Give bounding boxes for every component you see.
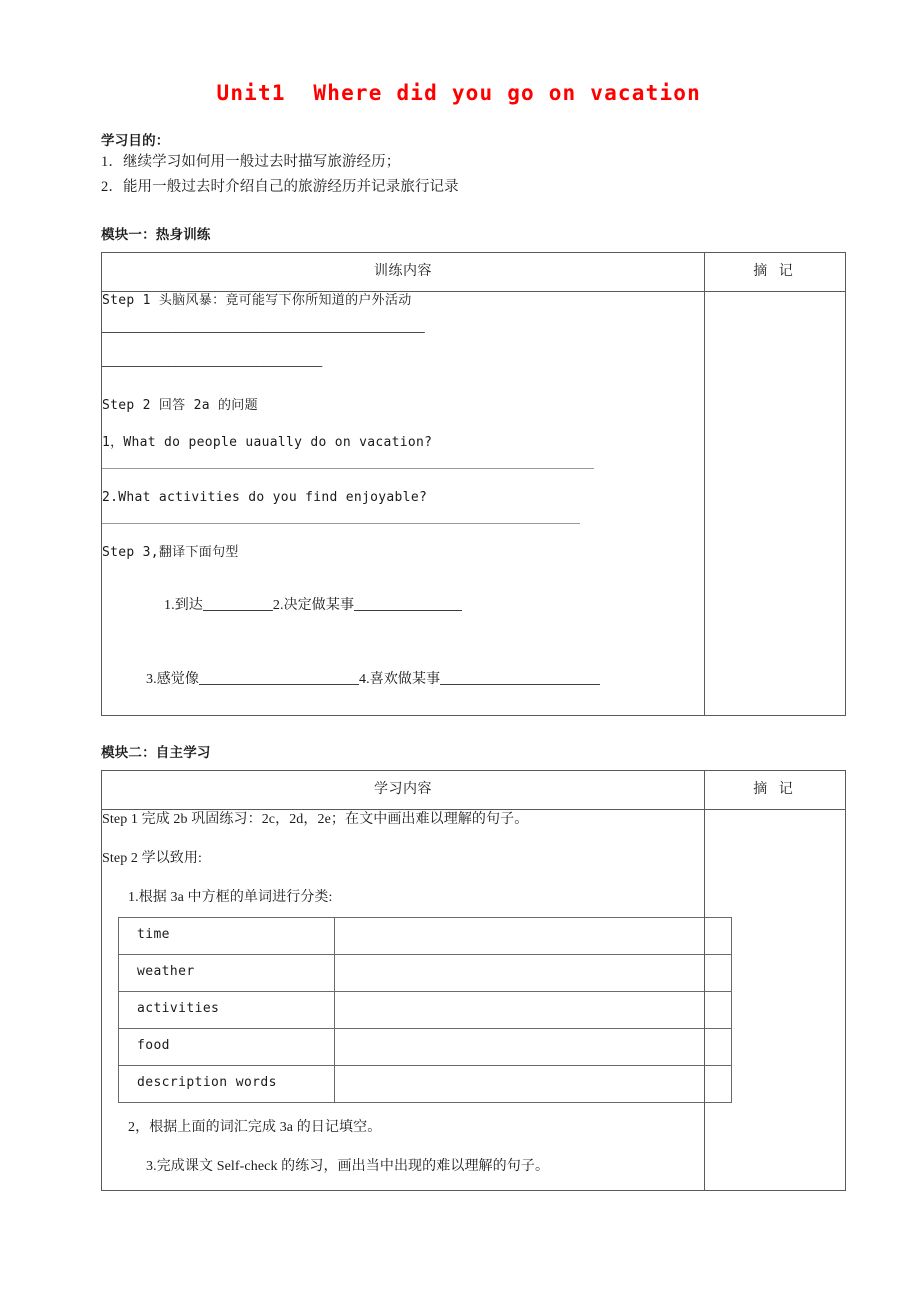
translation-label: 喜欢做某事: [369, 672, 441, 688]
word-classification-table: [118, 917, 732, 1103]
objective-item: 2．能用一般过去时介绍自己的旅游经历并记录旅行记录: [101, 178, 459, 195]
spacer: [102, 567, 704, 576]
translation-number: 3.: [146, 672, 157, 688]
table-header-row: [102, 253, 846, 292]
module-two-notes-cell[interactable]: [705, 809, 846, 1190]
table-row: [119, 1028, 732, 1065]
step1-rule-short: ——————————————————————————————: [102, 358, 322, 374]
category-answer-cell[interactable]: [335, 917, 732, 954]
step2-question-2: 2.What activities do you find enjoyable?: [102, 490, 428, 506]
table-row: [119, 1065, 732, 1102]
spacer: [102, 377, 704, 397]
spacer: [102, 873, 704, 888]
module-two-task-1: 1.根据 3a 中方框的单词进行分类:: [128, 890, 333, 906]
spacer: [102, 469, 704, 489]
step3-translation-row: [102, 650, 704, 711]
category-answer-cell[interactable]: [335, 1028, 732, 1065]
translation-number: 2.: [272, 598, 284, 614]
translation-number: 4.: [359, 672, 370, 688]
translation-blank[interactable]: [440, 684, 600, 685]
column-header-notes: 摘 记: [705, 253, 846, 292]
step2-text: Step 2 回答 2a 的问题: [102, 397, 258, 413]
spacer: [102, 524, 704, 544]
table-row: [102, 809, 846, 1190]
module-two-content-cell: [102, 809, 705, 1190]
page-title: Unit1 Where did you go on vacation: [216, 81, 701, 105]
translation-label: 决定做某事: [283, 598, 355, 614]
module-two-step1: Step 1 完成 2b 巩固练习：2c，2d，2e；在文中画出难以理解的句子。: [102, 811, 529, 827]
translation-blank[interactable]: [354, 610, 462, 611]
module-one-notes-cell[interactable]: [705, 292, 846, 716]
category-label: food: [119, 1028, 335, 1065]
category-answer-cell[interactable]: [335, 1065, 732, 1102]
spacer: [102, 1181, 704, 1190]
step3-text: Step 3,翻译下面句型: [102, 545, 239, 561]
translation-number: 1.: [164, 598, 175, 614]
module-two-task-2: 2，根据上面的词汇完成 3a 的日记填空。: [128, 1119, 382, 1135]
table-row: [119, 954, 732, 991]
spacer: [102, 1109, 704, 1118]
spacer: [102, 1142, 704, 1157]
module-one-content-cell: [102, 292, 705, 716]
translation-label: 感觉像: [156, 672, 200, 688]
table-row: [119, 917, 732, 954]
category-answer-cell[interactable]: [335, 954, 732, 991]
module-one-heading: 模块一：热身训练: [101, 227, 211, 244]
column-header-learning-content: 学习内容: [102, 770, 705, 809]
category-answer-cell[interactable]: [335, 991, 732, 1028]
category-label: description words: [119, 1065, 335, 1102]
table-row: [102, 292, 846, 716]
spacer: [102, 834, 704, 849]
translation-label: 到达: [174, 598, 203, 614]
module-two-heading: 模块二：自主学习: [101, 744, 211, 761]
module-two-table: [101, 770, 846, 1191]
module-two-step2: Step 2 学以致用:: [102, 851, 202, 867]
category-label: time: [119, 917, 335, 954]
objective-item: 1．继续学习如何用一般过去时描写旅游经历；: [101, 154, 401, 171]
translation-blank[interactable]: [203, 610, 273, 611]
column-header-training-content: 训练内容: [102, 253, 705, 292]
objectives-heading: 学习目的：: [101, 133, 170, 150]
translation-blank[interactable]: [199, 684, 359, 685]
spacer: [102, 419, 704, 434]
spacer: [102, 315, 704, 324]
step3-translation-row: [102, 576, 704, 637]
column-header-notes: 摘 记: [705, 770, 846, 809]
module-one-table: [101, 252, 846, 716]
step1-text: Step 1 头脑风暴：竟可能写下你所知道的户外活动: [102, 293, 412, 309]
category-label: weather: [119, 954, 335, 991]
category-label: activities: [119, 991, 335, 1028]
spacer: [102, 343, 704, 358]
module-two-task-3: 3.完成课文 Self-check 的练习，画出当中出现的难以理解的句子。: [146, 1158, 550, 1174]
table-row: [119, 991, 732, 1028]
spacer: [102, 641, 704, 650]
step1-rule-long: ————————————————————————————————————————————: [102, 324, 425, 340]
table-header-row: [102, 770, 846, 809]
step2-question-1: 1，What do people uaually do on vacation?: [102, 435, 433, 451]
